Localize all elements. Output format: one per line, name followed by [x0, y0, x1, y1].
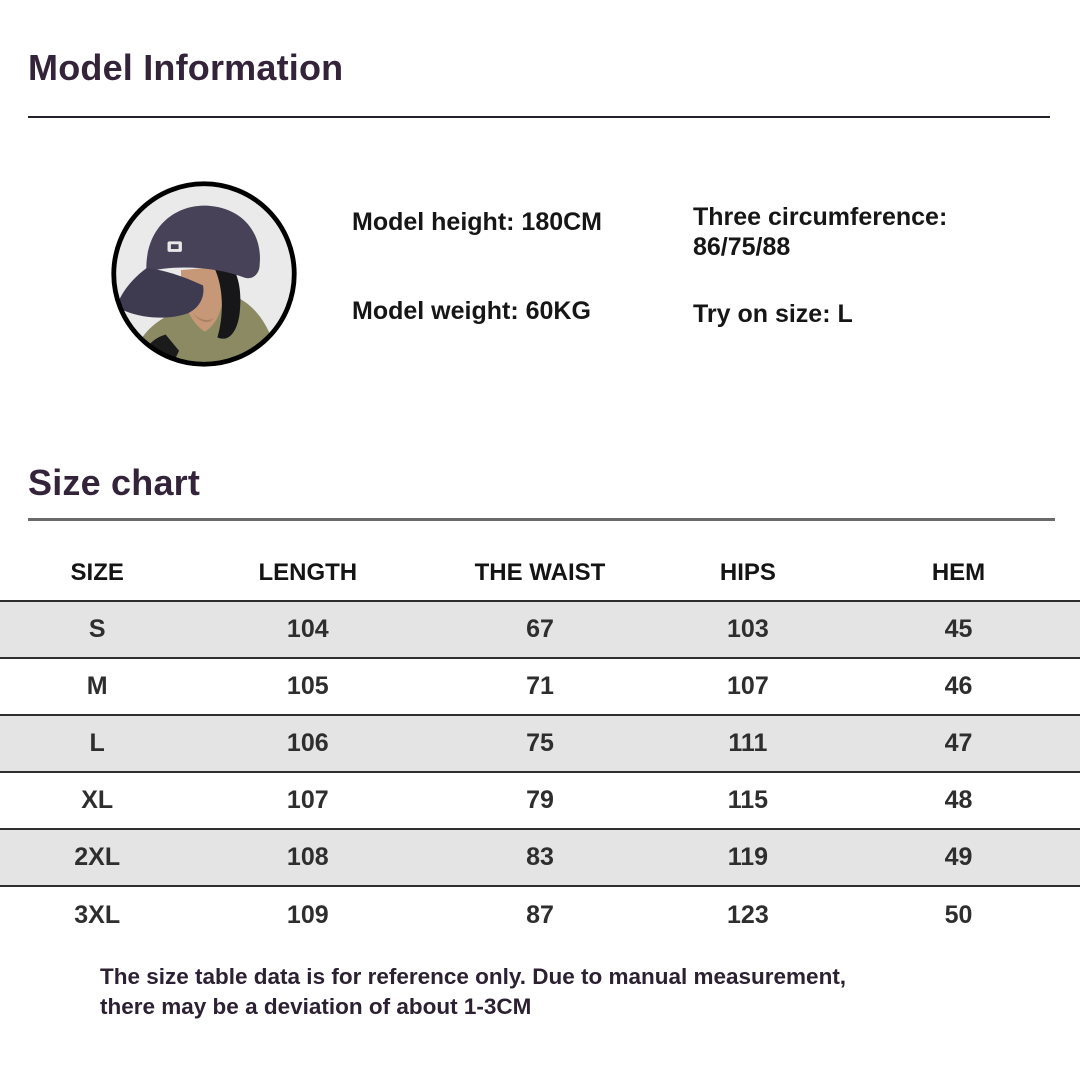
table-cell: 45: [944, 615, 973, 643]
table-cell: S: [88, 615, 106, 643]
table-cell: 75: [526, 729, 554, 757]
table-cell: 47: [944, 729, 973, 757]
table-row-2xl: [0, 829, 1080, 886]
model-circumference-text: Three circumference: 86/75/88: [693, 203, 948, 261]
reference-note-line2: there may be a deviation of about 1-3CM: [100, 993, 532, 1019]
model-section-divider: [28, 116, 1050, 118]
table-cell: 104: [286, 615, 329, 643]
table-cell: 79: [526, 786, 554, 814]
header-length: LENGTH: [258, 558, 358, 586]
table-cell: 108: [286, 843, 329, 871]
table-cell: 105: [286, 672, 329, 700]
table-cell: 106: [286, 729, 329, 757]
size-chart-table: [0, 545, 1080, 943]
model-weight-text: Model weight: 60KG: [352, 297, 591, 325]
model-height-text: Model height: 180CM: [352, 208, 603, 236]
table-row-xl: [0, 772, 1080, 829]
table-cell: 2XL: [74, 843, 121, 871]
table-cell: 87: [526, 900, 554, 929]
table-cell: 109: [286, 900, 329, 929]
reference-note: [100, 962, 846, 1022]
header-size: SIZE: [70, 558, 124, 586]
table-cell: XL: [81, 786, 114, 814]
table-cell: 103: [727, 615, 769, 643]
model-information-title: Model Information: [28, 47, 344, 88]
model-try-on-size-text: Try on size: L: [693, 300, 853, 328]
reference-note-line1: The size table data is for reference only. Due to manual measurement,: [100, 964, 847, 989]
header-hem: HEM: [931, 558, 986, 586]
table-row-s: [0, 601, 1080, 658]
table-cell: 48: [944, 786, 973, 814]
model-portrait-illustration: [108, 178, 300, 370]
table-cell: M: [86, 672, 108, 700]
table-cell: 83: [526, 843, 554, 871]
model-photo: [108, 178, 300, 370]
table-cell: 49: [944, 843, 973, 871]
table-cell: 3XL: [74, 900, 121, 929]
size-chart-title: Size chart: [28, 462, 201, 503]
table-cell: L: [89, 729, 105, 757]
table-cell: 111: [728, 729, 768, 757]
table-header-row: [0, 545, 1080, 601]
table-row-l: [0, 715, 1080, 772]
table-cell: 67: [526, 615, 554, 643]
table-cell: 46: [944, 672, 973, 700]
table-cell: 107: [286, 786, 329, 814]
header-the-waist: THE WAIST: [474, 558, 606, 586]
table-row-3xl: [0, 886, 1080, 943]
table-cell: 119: [727, 843, 769, 871]
table-cell: 115: [727, 786, 769, 814]
size-section-divider: [28, 518, 1055, 521]
table-cell: 50: [944, 900, 973, 929]
table-row-m: [0, 658, 1080, 715]
header-hips: HIPS: [719, 558, 776, 586]
table-cell: 123: [727, 900, 769, 929]
table-cell: 107: [727, 672, 769, 700]
table-cell: 71: [526, 672, 554, 700]
